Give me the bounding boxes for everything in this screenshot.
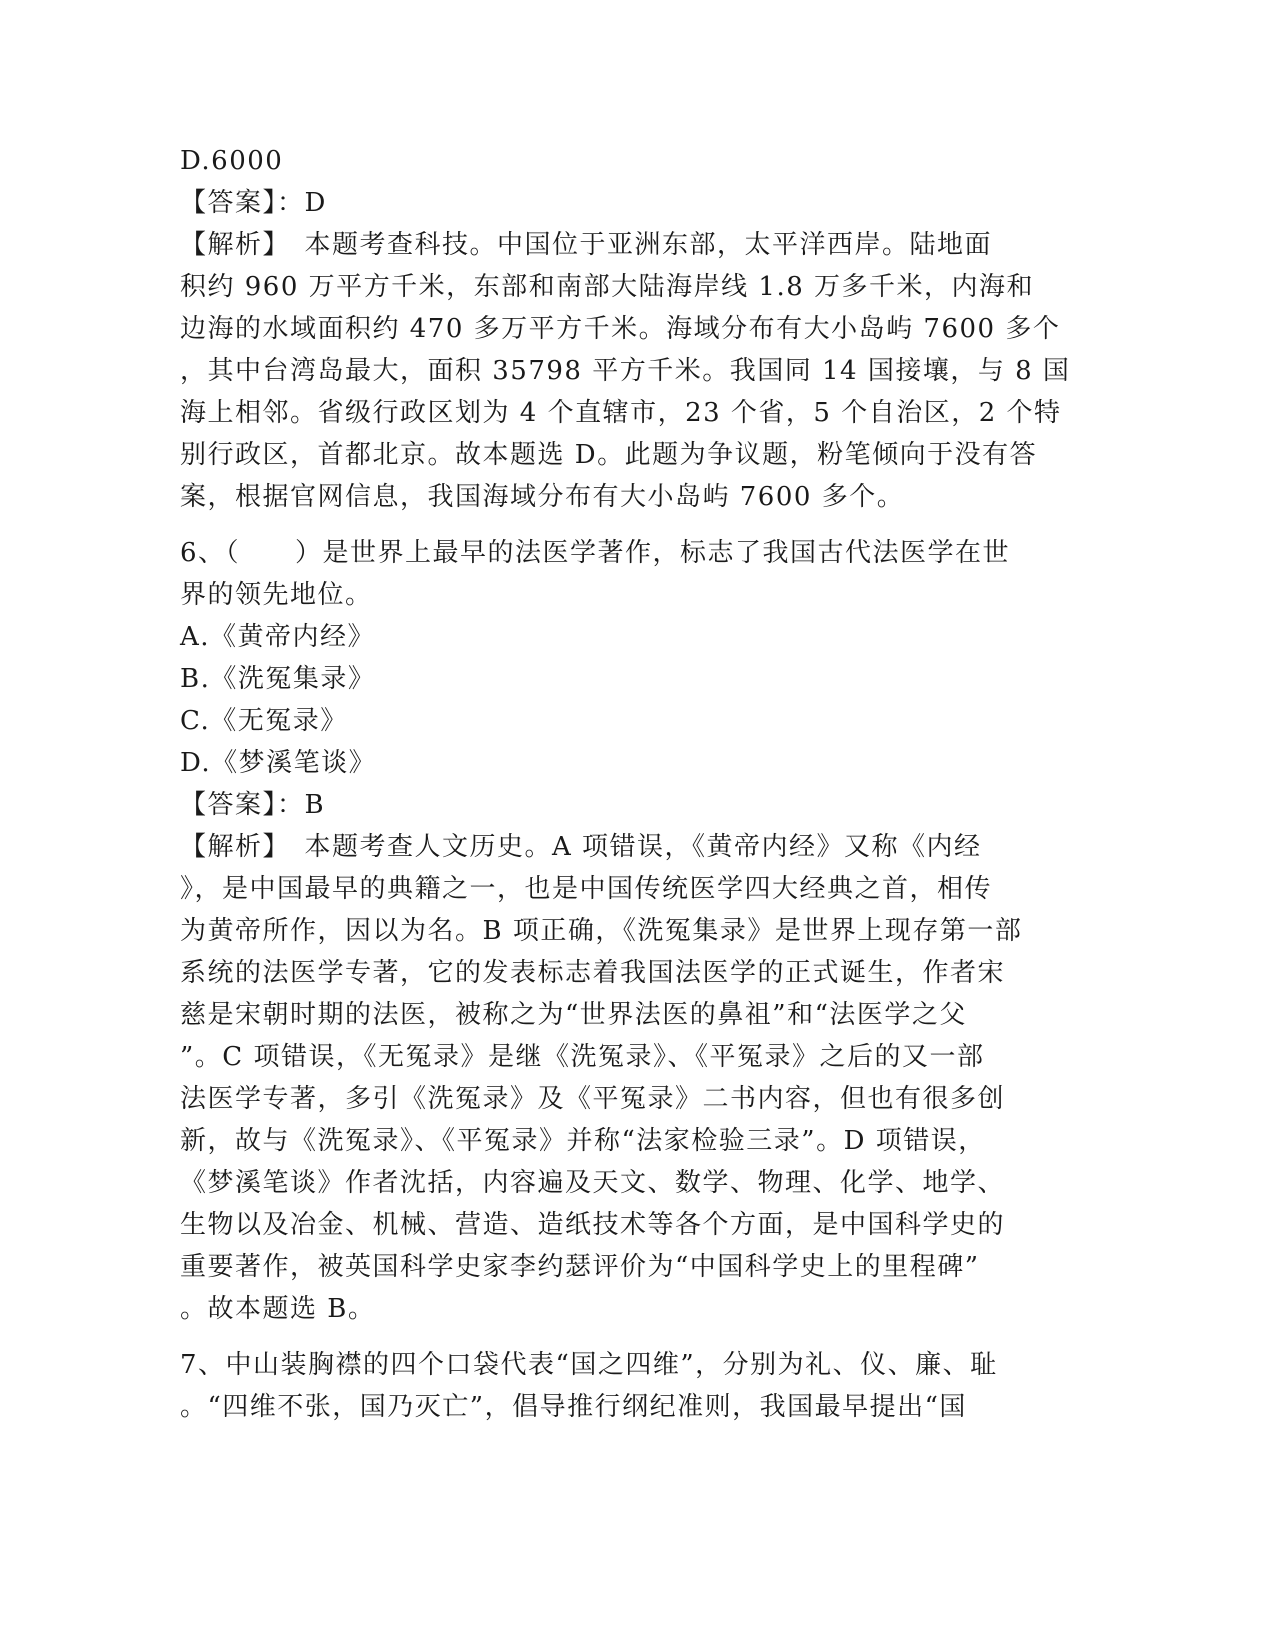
- q5-answer: 【答案】：D: [180, 188, 327, 218]
- q6-answer: 【答案】：B: [180, 790, 326, 820]
- q6-analysis-line: 生物以及冶金、机械、营造、造纸技术等各个方面，是中国科学史的: [180, 1210, 1006, 1240]
- q6-option-c: C.《无冤录》: [180, 706, 348, 736]
- q6-analysis-line: 重要著作，被英国科学史家李约瑟评价为“中国科学史上的里程碑”: [180, 1252, 980, 1282]
- q5-analysis-line: 别行政区，首都北京。故本题选 D。此题为争议题，粉笔倾向于没有答: [180, 440, 1038, 470]
- q6-analysis: [180, 826, 1090, 1330]
- document-body: [180, 140, 1090, 1428]
- q5-analysis-line: 海上相邻。省级行政区划为 4 个直辖市，23 个省，5 个自治区，2 个特: [180, 398, 1062, 428]
- q6-stem-line: 6、（ ）是世界上最早的法医学著作，标志了我国古代法医学在世: [180, 538, 1011, 568]
- q5-option-d: D.6000: [180, 146, 284, 176]
- q6-analysis-line: 《梦溪笔谈》作者沈括，内容遍及天文、数学、物理、化学、地学、: [180, 1168, 1006, 1198]
- q6-stem: [180, 532, 1090, 616]
- q5-analysis-line: 积约 960 万平方千米，东部和南部大陆海岸线 1.8 万多千米，内海和: [180, 272, 1035, 302]
- q5-analysis-line: ，其中台湾岛最大，面积 35798 平方千米。我国同 14 国接壤，与 8 国: [180, 356, 1071, 386]
- spacer: [180, 518, 1090, 532]
- spacer: [180, 1330, 1090, 1344]
- q6-analysis-line: 》，是中国最早的典籍之一，也是中国传统医学四大经典之首，相传: [180, 874, 993, 904]
- q6-option-d: D.《梦溪笔谈》: [180, 748, 377, 778]
- q6-analysis-line: ”。C 项错误，《无冤录》是继《洗冤录》、《平冤录》之后的又一部: [180, 1042, 985, 1072]
- q7-stem-line: 7、中山装胸襟的四个口袋代表“国之四维”，分别为礼、仪、廉、耻: [180, 1350, 998, 1380]
- q6-analysis-line: 为黄帝所作，因以为名。B 项正确，《洗冤集录》是世界上现存第一部: [180, 916, 1023, 946]
- q6-analysis-line: 新，故与《洗冤录》、《平冤录》并称“法家检验三录”。D 项错误，: [180, 1126, 986, 1156]
- q7-stem-line: 。“四维不张，国乃灭亡”，倡导推行纲纪准则，我国最早提出“国: [180, 1392, 967, 1422]
- q6-stem-line: 界的领先地位。: [180, 580, 373, 610]
- q6-analysis-line: 【解析】 本题考查人文历史。A 项错误，《黄帝内经》又称《内经: [180, 832, 982, 862]
- q6-option-b: B.《洗冤集录》: [180, 664, 376, 694]
- q6-option-a: A.《黄帝内经》: [180, 622, 376, 652]
- q6-analysis-line: 慈是宋朝时期的法医，被称之为“世界法医的鼻祖”和“法医学之父: [180, 1000, 967, 1030]
- q6-analysis-line: 系统的法医学专著，它的发表标志着我国法医学的正式诞生，作者宋: [180, 958, 1006, 988]
- q5-analysis: [180, 224, 1090, 518]
- q6-options: [180, 616, 1090, 784]
- q7-stem: [180, 1344, 1090, 1428]
- q5-analysis-line: 案，根据官网信息，我国海域分布有大小岛屿 7600 多个。: [180, 482, 905, 512]
- q6-analysis-line: 法医学专著，多引《洗冤录》及《平冤录》二书内容，但也有很多创: [180, 1084, 1006, 1114]
- q5-analysis-line: 【解析】 本题考查科技。中国位于亚洲东部，太平洋西岸。陆地面: [180, 230, 993, 260]
- q6-analysis-line: 。故本题选 B。: [180, 1294, 376, 1324]
- q5-analysis-line: 边海的水域面积约 470 多万平方千米。海域分布有大小岛屿 7600 多个: [180, 314, 1061, 344]
